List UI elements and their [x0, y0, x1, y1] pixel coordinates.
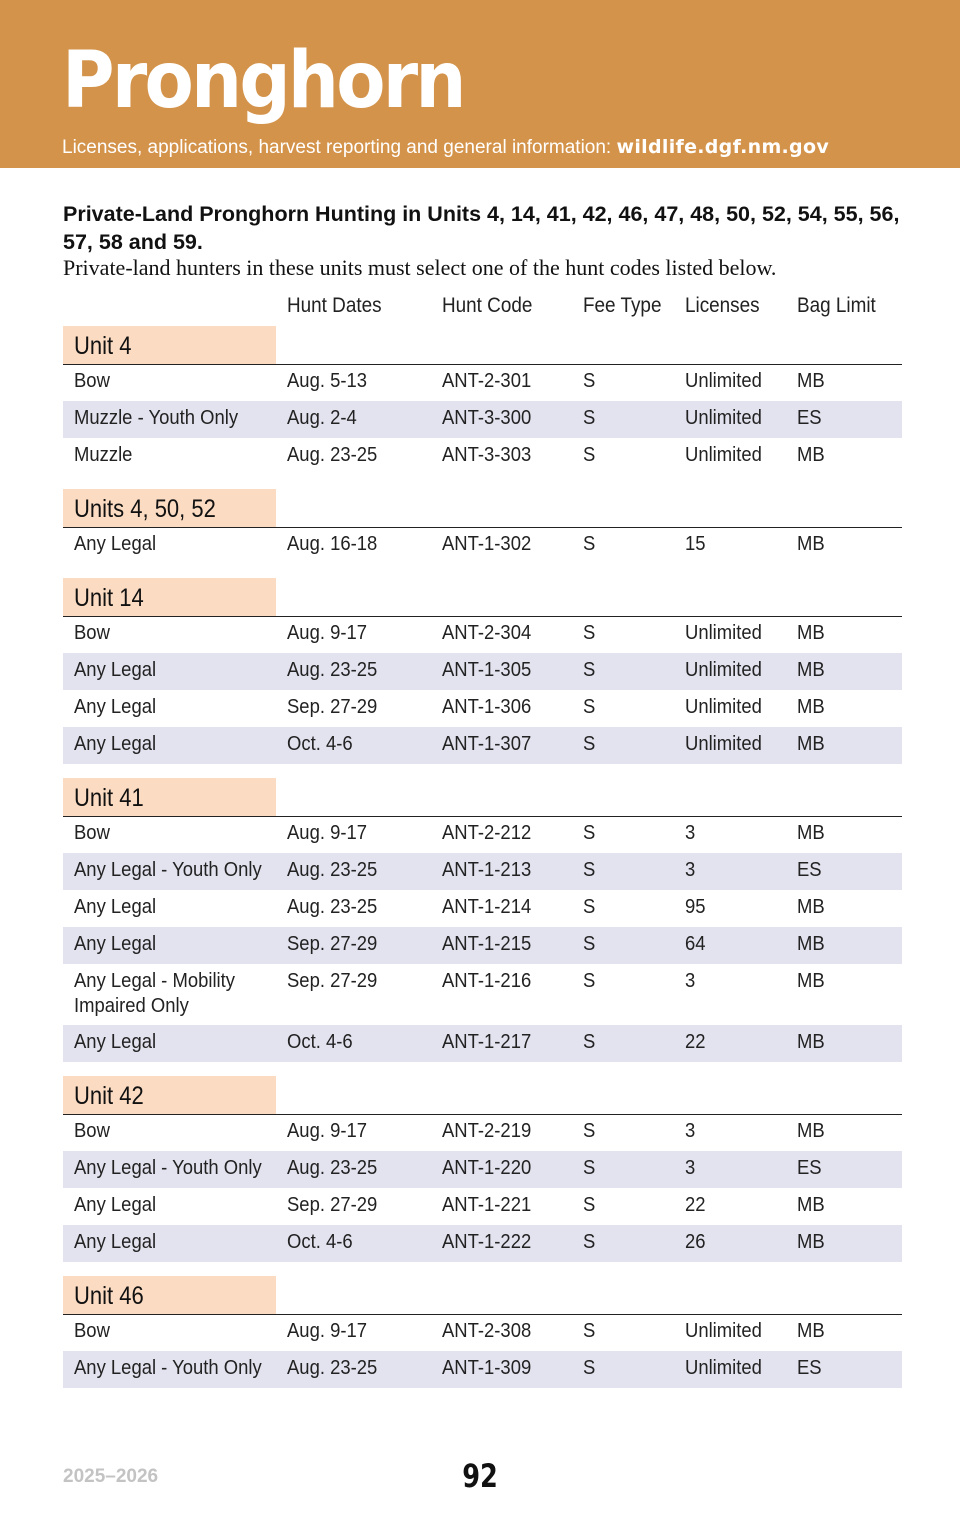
- cell-bag-limit: MB: [797, 1030, 825, 1053]
- table-row: [63, 364, 902, 401]
- cell-licenses: 64: [685, 932, 706, 955]
- cell-licenses: Unlimited: [685, 732, 762, 755]
- cell-fee-type: S: [583, 895, 596, 918]
- cell-hunt-dates: Aug. 23-25: [287, 858, 378, 881]
- cell-hunt-type: Any Legal - Youth Only: [74, 1356, 262, 1379]
- cell-hunt-code: ANT-1-220: [442, 1156, 532, 1179]
- cell-hunt-dates: Sep. 27-29: [287, 969, 378, 992]
- column-header-licenses: Licenses: [685, 294, 760, 317]
- cell-hunt-type: Bow: [74, 821, 110, 844]
- cell-hunt-dates: Aug. 23-25: [287, 443, 378, 466]
- cell-hunt-type: Any Legal: [74, 1193, 157, 1216]
- unit-group-header: [63, 326, 902, 364]
- cell-licenses: Unlimited: [685, 1319, 762, 1342]
- unit-label-box: [63, 778, 276, 816]
- cell-hunt-type: Bow: [74, 1119, 110, 1142]
- cell-hunt-type: Any Legal: [74, 932, 157, 955]
- cell-bag-limit: MB: [797, 532, 825, 555]
- table-row: [63, 1314, 902, 1351]
- cell-hunt-type: Any Legal - Youth Only: [74, 858, 262, 881]
- cell-fee-type: S: [583, 1356, 596, 1379]
- cell-hunt-code: ANT-1-221: [442, 1193, 532, 1216]
- cell-fee-type: S: [583, 1319, 596, 1342]
- cell-hunt-dates: Aug. 9-17: [287, 1319, 368, 1342]
- cell-licenses: 3: [685, 858, 696, 881]
- cell-hunt-type: Any Legal: [74, 1030, 157, 1053]
- table-row: [63, 527, 902, 564]
- cell-fee-type: S: [583, 969, 596, 992]
- cell-licenses: Unlimited: [685, 443, 762, 466]
- cell-bag-limit: MB: [797, 1193, 825, 1216]
- cell-bag-limit: MB: [797, 821, 825, 844]
- hunt-table: [63, 290, 902, 1388]
- cell-licenses: 3: [685, 1119, 696, 1142]
- unit-label: Unit 42: [74, 1082, 144, 1110]
- cell-fee-type: S: [583, 369, 596, 392]
- cell-licenses: 95: [685, 895, 706, 918]
- cell-licenses: 26: [685, 1230, 706, 1253]
- cell-bag-limit: MB: [797, 1119, 825, 1142]
- cell-hunt-type: Muzzle - Youth Only: [74, 406, 239, 429]
- cell-hunt-dates: Sep. 27-29: [287, 932, 378, 955]
- cell-hunt-code: ANT-1-215: [442, 932, 532, 955]
- column-header-bag-limit: Bag Limit: [797, 294, 876, 317]
- table-row: [63, 1151, 902, 1188]
- cell-hunt-type: Any Legal: [74, 658, 157, 681]
- cell-hunt-type: Any Legal - Mobility Impaired Only: [74, 969, 236, 1017]
- unit-label-box: [63, 1076, 276, 1114]
- cell-hunt-code: ANT-2-219: [442, 1119, 532, 1142]
- cell-licenses: 3: [685, 1156, 696, 1179]
- cell-licenses: 22: [685, 1030, 706, 1053]
- table-row: [63, 853, 902, 890]
- table-row: [63, 816, 902, 853]
- cell-fee-type: S: [583, 1030, 596, 1053]
- unit-group-header: [63, 1276, 902, 1314]
- cell-hunt-code: ANT-2-308: [442, 1319, 532, 1342]
- unit-label: Unit 41: [74, 784, 144, 812]
- cell-bag-limit: MB: [797, 895, 825, 918]
- cell-hunt-code: ANT-3-300: [442, 406, 532, 429]
- cell-hunt-dates: Aug. 23-25: [287, 658, 378, 681]
- cell-bag-limit: ES: [797, 1356, 822, 1379]
- cell-licenses: Unlimited: [685, 621, 762, 644]
- cell-hunt-code: ANT-3-303: [442, 443, 532, 466]
- table-row: [63, 1351, 902, 1388]
- page-number: 92: [462, 1457, 498, 1495]
- cell-hunt-dates: Oct. 4-6: [287, 1230, 353, 1253]
- cell-licenses: Unlimited: [685, 369, 762, 392]
- table-row: [63, 690, 902, 727]
- cell-licenses: Unlimited: [685, 1356, 762, 1379]
- table-row: [63, 616, 902, 653]
- unit-label-box: [63, 326, 276, 364]
- intro-text: Private-land hunters in these units must select one of the hunt codes listed below.: [63, 255, 777, 280]
- group-spacer: [63, 1262, 902, 1276]
- cell-hunt-dates: Oct. 4-6: [287, 1030, 353, 1053]
- page-title: Pronghorn: [62, 36, 464, 126]
- unit-group-header: [63, 578, 902, 616]
- cell-hunt-dates: Aug. 2-4: [287, 406, 357, 429]
- section-heading: Private-Land Pronghorn Hunting in Units 4, 14, 41, 42, 46, 47, 48, 50, 52, 54, 55, 56, 57, 58 and 59.: [63, 202, 900, 254]
- cell-fee-type: S: [583, 732, 596, 755]
- cell-hunt-type: Bow: [74, 621, 110, 644]
- cell-hunt-code: ANT-1-214: [442, 895, 532, 918]
- cell-hunt-dates: Aug. 23-25: [287, 1356, 378, 1379]
- cell-hunt-code: ANT-2-304: [442, 621, 532, 644]
- cell-hunt-code: ANT-1-307: [442, 732, 532, 755]
- cell-bag-limit: MB: [797, 969, 825, 992]
- cell-hunt-type: Any Legal: [74, 895, 157, 918]
- unit-group-header: [63, 489, 902, 527]
- table-row: [63, 927, 902, 964]
- cell-fee-type: S: [583, 658, 596, 681]
- cell-hunt-type: Muzzle: [74, 443, 133, 466]
- unit-label-box: [63, 578, 276, 616]
- cell-bag-limit: MB: [797, 732, 825, 755]
- column-header-fee-type: Fee Type: [583, 294, 662, 317]
- unit-label: Unit 46: [74, 1282, 144, 1310]
- cell-bag-limit: MB: [797, 1230, 825, 1253]
- table-row: [63, 401, 902, 438]
- cell-fee-type: S: [583, 821, 596, 844]
- cell-bag-limit: ES: [797, 858, 822, 881]
- unit-label: Unit 4: [74, 332, 132, 360]
- group-spacer: [63, 764, 902, 778]
- cell-licenses: 3: [685, 969, 696, 992]
- cell-hunt-type: Any Legal - Youth Only: [74, 1156, 262, 1179]
- cell-hunt-dates: Aug. 23-25: [287, 895, 378, 918]
- cell-hunt-dates: Aug. 9-17: [287, 1119, 368, 1142]
- cell-bag-limit: ES: [797, 406, 822, 429]
- cell-hunt-dates: Aug. 9-17: [287, 621, 368, 644]
- cell-hunt-code: ANT-1-216: [442, 969, 532, 992]
- cell-hunt-dates: Oct. 4-6: [287, 732, 353, 755]
- cell-hunt-type: Bow: [74, 369, 110, 392]
- cell-fee-type: S: [583, 1119, 596, 1142]
- cell-hunt-code: ANT-1-305: [442, 658, 532, 681]
- cell-fee-type: S: [583, 932, 596, 955]
- cell-licenses: 22: [685, 1193, 706, 1216]
- table-row: [63, 890, 902, 927]
- cell-hunt-dates: Sep. 27-29: [287, 695, 378, 718]
- table-row: [63, 653, 902, 690]
- cell-bag-limit: MB: [797, 369, 825, 392]
- cell-hunt-code: ANT-1-306: [442, 695, 532, 718]
- table-row: [63, 1114, 902, 1151]
- column-header-hunt-dates: Hunt Dates: [287, 294, 382, 317]
- website-link[interactable]: wildlife.dgf.nm.gov: [616, 136, 830, 158]
- table-row: [63, 1225, 902, 1262]
- cell-fee-type: S: [583, 532, 596, 555]
- cell-hunt-code: ANT-2-212: [442, 821, 532, 844]
- cell-hunt-code: ANT-1-217: [442, 1030, 532, 1053]
- table-row: [63, 438, 902, 475]
- footer-year: 2025–2026: [63, 1466, 159, 1487]
- cell-fee-type: S: [583, 443, 596, 466]
- cell-hunt-dates: Aug. 5-13: [287, 369, 368, 392]
- cell-hunt-type: Any Legal: [74, 695, 157, 718]
- cell-fee-type: S: [583, 1156, 596, 1179]
- cell-bag-limit: MB: [797, 1319, 825, 1342]
- cell-hunt-dates: Aug. 9-17: [287, 821, 368, 844]
- unit-label-box: [63, 1276, 276, 1314]
- cell-hunt-dates: Aug. 16-18: [287, 532, 378, 555]
- cell-hunt-dates: Aug. 23-25: [287, 1156, 378, 1179]
- group-spacer: [63, 564, 902, 578]
- table-row: [63, 1025, 902, 1062]
- unit-group-header: [63, 1076, 902, 1114]
- cell-hunt-type: Any Legal: [74, 1230, 157, 1253]
- title-banner: [0, 0, 960, 168]
- unit-group-header: [63, 778, 902, 816]
- cell-fee-type: S: [583, 406, 596, 429]
- cell-licenses: Unlimited: [685, 695, 762, 718]
- cell-licenses: 15: [685, 532, 706, 555]
- column-header-row: [63, 290, 902, 326]
- cell-hunt-dates: Sep. 27-29: [287, 1193, 378, 1216]
- cell-bag-limit: MB: [797, 658, 825, 681]
- cell-licenses: Unlimited: [685, 658, 762, 681]
- cell-fee-type: S: [583, 621, 596, 644]
- table-row: [63, 727, 902, 764]
- cell-fee-type: S: [583, 1193, 596, 1216]
- cell-licenses: 3: [685, 821, 696, 844]
- cell-bag-limit: ES: [797, 1156, 822, 1179]
- cell-hunt-type: Any Legal: [74, 732, 157, 755]
- cell-bag-limit: MB: [797, 443, 825, 466]
- cell-hunt-code: ANT-1-213: [442, 858, 532, 881]
- table-row: [63, 1188, 902, 1225]
- banner-subtitle-text: Licenses, applications, harvest reporting and general information:: [62, 137, 612, 158]
- cell-hunt-type: Bow: [74, 1319, 110, 1342]
- cell-hunt-code: ANT-1-309: [442, 1356, 532, 1379]
- unit-label: Units 4, 50, 52: [74, 495, 216, 523]
- unit-label: Unit 14: [74, 584, 144, 612]
- group-spacer: [63, 1062, 902, 1076]
- cell-bag-limit: MB: [797, 621, 825, 644]
- table-row: [63, 964, 902, 1025]
- cell-licenses: Unlimited: [685, 406, 762, 429]
- cell-bag-limit: MB: [797, 932, 825, 955]
- banner-subtitle: [62, 134, 829, 161]
- unit-label-box: [63, 489, 276, 527]
- group-spacer: [63, 475, 902, 489]
- cell-bag-limit: MB: [797, 695, 825, 718]
- cell-hunt-code: ANT-1-222: [442, 1230, 532, 1253]
- cell-hunt-type: Any Legal: [74, 532, 157, 555]
- cell-hunt-code: ANT-2-301: [442, 369, 532, 392]
- cell-fee-type: S: [583, 695, 596, 718]
- cell-hunt-code: ANT-1-302: [442, 532, 532, 555]
- column-header-hunt-code: Hunt Code: [442, 294, 533, 317]
- cell-fee-type: S: [583, 858, 596, 881]
- cell-fee-type: S: [583, 1230, 596, 1253]
